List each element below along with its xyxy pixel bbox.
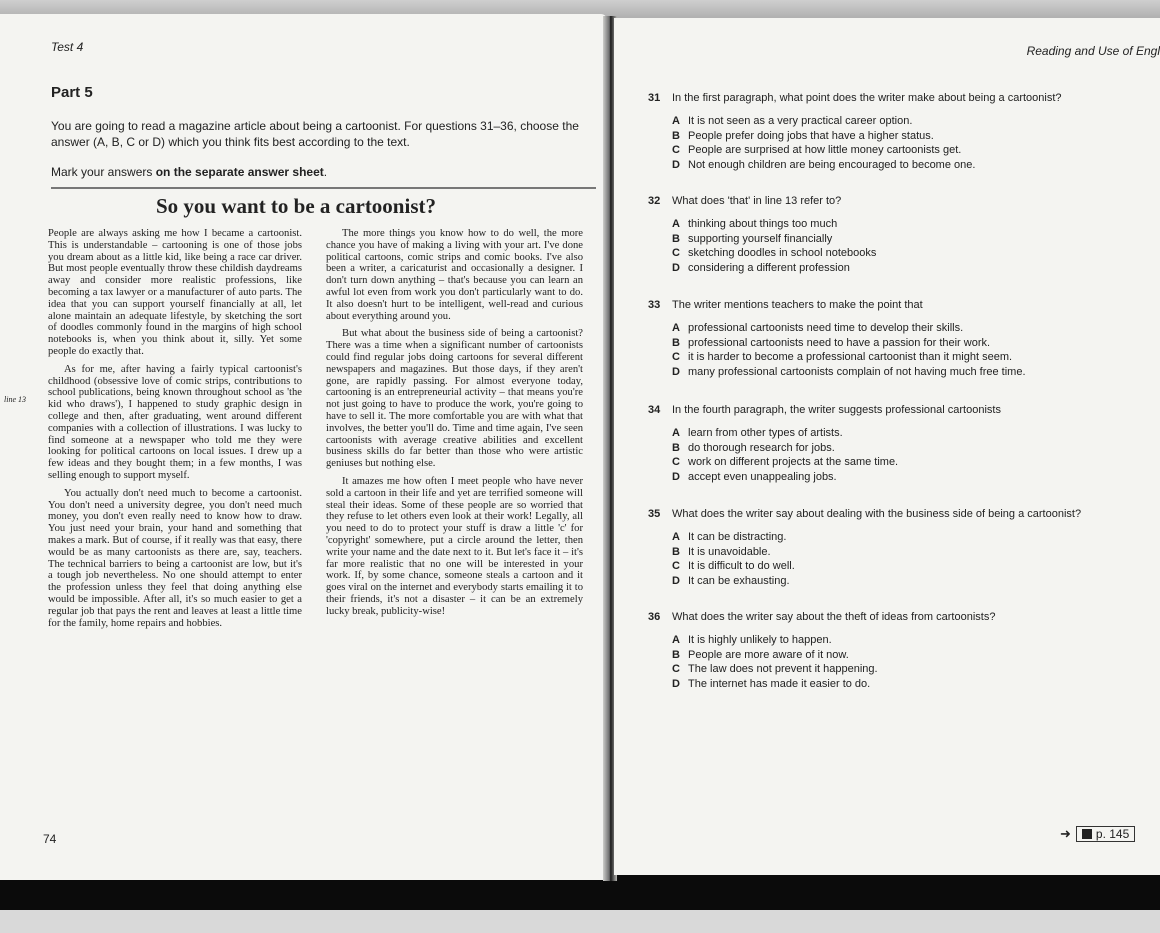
option-text: accept even unappealing jobs. bbox=[688, 470, 837, 483]
option-letter: C bbox=[672, 456, 680, 469]
article-paragraph: As for me, after having a fairly typical cartoonist's childhood (obsessive love of comic strips, contributions to school publications, being known throughout school as 'the kid who draws'), I happened to study graphic design in college and then, after graduating, went around different companies with a collection of illustrations. I was lucky to find someone at a newspaper who told me they were looking for political cartoons on local issues. I drew up a few ideas and they bought them; in a few months, I was selling enough to support myself. bbox=[48, 363, 302, 481]
question-text: What does 'that' in line 13 refer to? bbox=[672, 195, 842, 207]
answer-option bbox=[648, 426, 1158, 441]
question-text: The writer mentions teachers to make the point that bbox=[672, 299, 923, 311]
option-text: thinking about things too much bbox=[688, 218, 838, 230]
answer-option bbox=[648, 143, 1158, 158]
page-reference-label: p. 145 bbox=[1095, 827, 1130, 841]
page-number: 74 bbox=[43, 832, 57, 846]
article-column-1 bbox=[48, 228, 302, 635]
mark-suffix: . bbox=[323, 165, 328, 179]
answer-option bbox=[648, 336, 1158, 351]
question-text: What does the writer say about the theft of ideas from cartoonists? bbox=[672, 611, 996, 623]
answer-option bbox=[648, 559, 1158, 574]
option-text: Not enough children are being encouraged to become one. bbox=[688, 158, 976, 171]
instructions: You are going to read a magazine article about being a cartoonist. For questions 31–36, choose the answer (A, B, C or D) which you think fits best according to the text. bbox=[51, 119, 579, 149]
option-letter: C bbox=[672, 351, 680, 364]
question-36 bbox=[648, 610, 1158, 691]
option-text: It is highly unlikely to happen. bbox=[688, 634, 832, 646]
option-letter: B bbox=[672, 545, 680, 558]
question-text: In the fourth paragraph, the writer suggests professional cartoonists bbox=[672, 404, 1001, 416]
option-letter: A bbox=[672, 531, 680, 543]
answer-option bbox=[648, 261, 1158, 276]
option-text: It can be distracting. bbox=[688, 531, 787, 543]
option-letter: A bbox=[672, 115, 680, 127]
option-text: learn from other types of artists. bbox=[688, 427, 843, 439]
mark-bold: on the separate answer sheet bbox=[155, 165, 324, 179]
question-number: 33 bbox=[648, 299, 661, 311]
option-letter: A bbox=[672, 634, 680, 646]
article-paragraph: It amazes me how often I meet people who have never sold a cartoon in their life and yet are terrified someone will steal their ideas. Some of these people are so worried that they refuse to let others even look at their work! Legally, all you need to do to protect your stuff is draw a little 'c' for 'copyright' somewhere, put a circle around the letter, then write your name and the date next to it. But let's face it – it's far more realistic that no one will be interested in your work. If, by some chance, someone steals a cartoon and it goes viral on the internet and everybody starts emailing it to their friends, it's not a disaster – it can be an extremely lucky break, publicity-wise! bbox=[326, 475, 583, 617]
question-number: 32 bbox=[648, 195, 661, 207]
question-number: 36 bbox=[648, 611, 661, 623]
option-letter: B bbox=[672, 129, 680, 142]
option-letter: B bbox=[672, 336, 680, 349]
question-31 bbox=[648, 91, 1158, 172]
article-paragraph: The more things you know how to do well, the more chance you have of making a living with your art. I've done political cartoons, comic strips and comic books. I've also been a writer, a caricaturist and occasionally a designer. I don't turn down anything – that's because you can learn an awful lot even from work you don't particularly want to do. It also doesn't hurt to be intelligent, well-read and curious about everything around you. bbox=[326, 228, 583, 322]
question-33 bbox=[648, 298, 1158, 379]
question-text: In the first paragraph, what point does the writer make about being a cartoonist? bbox=[672, 92, 1062, 104]
article-title: So you want to be a cartoonist? bbox=[155, 194, 436, 218]
option-text: considering a different profession bbox=[688, 261, 850, 274]
option-text: People prefer doing jobs that have a higher status. bbox=[688, 129, 934, 142]
article-column-2 bbox=[326, 228, 583, 624]
option-text: The law does not prevent it happening. bbox=[688, 663, 878, 676]
option-text: it is harder to become a professional cartoonist than it might seem. bbox=[688, 351, 1013, 364]
option-text: do thorough research for jobs. bbox=[688, 441, 835, 454]
answer-option bbox=[648, 662, 1158, 677]
question-34 bbox=[648, 403, 1158, 484]
option-text: many professional cartoonists complain of not having much free time. bbox=[688, 365, 1026, 378]
option-letter: B bbox=[672, 648, 680, 661]
answer-option bbox=[648, 365, 1158, 380]
option-text: People are more aware of it now. bbox=[688, 648, 849, 661]
answer-option bbox=[648, 633, 1158, 648]
question-number: 35 bbox=[648, 508, 661, 520]
option-text: It is difficult to do well. bbox=[688, 560, 795, 573]
test-header: Test 4 bbox=[51, 40, 84, 54]
option-letter: D bbox=[672, 158, 680, 171]
answer-option bbox=[648, 574, 1158, 589]
option-letter: D bbox=[672, 677, 680, 690]
option-letter: D bbox=[672, 574, 680, 587]
option-letter: B bbox=[672, 441, 680, 454]
article-paragraph: But what about the business side of being a cartoonist? There was a time when a significant number of cartoonists could find regular jobs doing cartoons for several different newspapers and magazines. But those days, if they aren't gone, are rapidly passing. For almost everyone today, cartooning is an entrepreneurial activity – that means you're not just going to have to produce the work, you're going to have to sell it. The more comfortable you are with what that involves, the better you'll do. Time and time again, I've seen cartoonists with average creative abilities and excellent business skills do far better than those who were artistic geniuses but nothing else. bbox=[326, 328, 583, 470]
answer-option bbox=[648, 158, 1158, 173]
page-reference-box bbox=[1076, 826, 1135, 842]
page-reference bbox=[1060, 826, 1135, 842]
option-text: professional cartoonists need time to develop their skills. bbox=[688, 322, 964, 334]
answer-option bbox=[648, 246, 1158, 261]
answer-option bbox=[648, 114, 1158, 129]
screen-bottom-band bbox=[0, 910, 1160, 933]
question-35 bbox=[648, 507, 1158, 588]
answer-option bbox=[648, 217, 1158, 232]
option-letter: C bbox=[672, 560, 680, 573]
left-page bbox=[0, 14, 607, 880]
answer-option bbox=[648, 350, 1158, 365]
part-heading: Part 5 bbox=[51, 84, 93, 101]
option-text: People are surprised at how little money cartoonists get. bbox=[688, 144, 962, 157]
option-letter: C bbox=[672, 144, 680, 157]
article-paragraph: You actually don't need much to become a cartoonist. You don't need a university degree, you don't need much money, you don't even really need to know how to draw. You just need your brain, your hand and something that makes a mark. But of course, if it really was that easy, there would be as many cartoonists as there are, say, teachers. The technical barriers to being a cartoonist are low, but it's a tough job nevertheless. No one should attempt to enter the profession unless they feel that doing anything else would be impossible. After all, it's so much easier to get a regular job that pays the rent and leaves at least a little time for the family, home repairs and hobbies. bbox=[48, 487, 302, 629]
question-text: What does the writer say about dealing with the business side of being a cartoonist? bbox=[672, 508, 1082, 520]
option-letter: C bbox=[672, 663, 680, 676]
arrow-right-icon: ➜ bbox=[1060, 826, 1071, 841]
option-text: The internet has made it easier to do. bbox=[688, 677, 871, 690]
option-text: sketching doodles in school notebooks bbox=[688, 247, 877, 260]
answer-option bbox=[648, 129, 1158, 144]
answer-option bbox=[648, 530, 1158, 545]
option-text: supporting yourself financially bbox=[688, 232, 833, 245]
question-32 bbox=[648, 194, 1158, 275]
section-header: Reading and Use of Engl bbox=[1026, 44, 1160, 58]
answer-key-icon bbox=[1082, 829, 1092, 839]
answer-option bbox=[648, 232, 1158, 247]
answer-option bbox=[648, 455, 1158, 470]
answer-option bbox=[648, 441, 1158, 456]
option-letter: B bbox=[672, 232, 680, 245]
option-text: It can be exhausting. bbox=[688, 574, 790, 587]
option-text: It is not seen as a very practical career option. bbox=[688, 115, 913, 127]
article-paragraph: People are always asking me how I became a cartoonist. This is understandable – cartooning is one of those jobs you dream about as a little kid, like being a race car driver. But most people eventually throw these childish daydreams away and consider more realistic professions, like becoming a tax lawyer or a manufacturer of auto parts. The idea that you can support yourself financially at all, let alone maintain an adequate lifestyle, by sketching the sort of doodles commonly found in the margins of high school notebooks is, when you think about it, silly. Yet some people do exactly that. bbox=[48, 228, 302, 357]
answer-option bbox=[648, 545, 1158, 560]
answer-option bbox=[648, 677, 1158, 692]
right-page bbox=[614, 18, 1160, 875]
option-letter: A bbox=[672, 218, 680, 230]
option-letter: C bbox=[672, 247, 680, 260]
option-letter: D bbox=[672, 261, 680, 274]
question-number: 34 bbox=[648, 404, 661, 416]
option-text: professional cartoonists need to have a passion for their work. bbox=[688, 336, 991, 349]
mark-instructions bbox=[51, 165, 327, 179]
option-letter: D bbox=[672, 365, 680, 378]
option-letter: A bbox=[672, 322, 680, 334]
option-letter: D bbox=[672, 470, 680, 483]
mark-prefix: Mark your answers bbox=[51, 165, 156, 179]
question-number: 31 bbox=[648, 92, 661, 104]
option-text: work on different projects at the same time. bbox=[688, 456, 899, 469]
answer-option bbox=[648, 648, 1158, 663]
divider bbox=[51, 187, 596, 189]
answer-option bbox=[648, 470, 1158, 485]
line-marker: line 13 bbox=[4, 395, 26, 404]
answer-option bbox=[648, 321, 1158, 336]
option-letter: A bbox=[672, 427, 680, 439]
option-text: It is unavoidable. bbox=[688, 545, 771, 558]
